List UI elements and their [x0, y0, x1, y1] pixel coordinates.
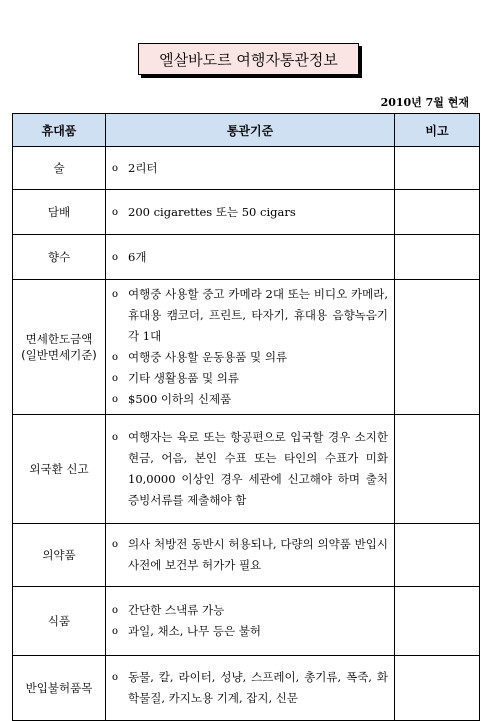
table-row	[13, 147, 480, 190]
table-row	[13, 280, 480, 415]
bullet-mark: o	[112, 162, 119, 174]
remark-cell	[395, 656, 480, 721]
table-row	[13, 587, 480, 656]
standard-text: 6개	[128, 249, 147, 264]
standard-text: 여행자는 육로 또는 항공편으로 입국할 경우 소지한 현금, 어음, 본인 수표 또는 타인의 수표가 미화 10,0000 이상인 경우 세관에 신고해야 하며 출처 증빙서류를 제출해야 함	[128, 430, 388, 507]
standard-line	[112, 667, 388, 709]
standard-line	[112, 368, 388, 389]
bullet-mark: o	[112, 394, 119, 405]
page-title: 엘살바도르 여행자통관정보	[138, 43, 359, 75]
bullet-mark: o	[112, 289, 119, 300]
standard-text: 과일, 채소, 나무 등은 불허	[128, 624, 262, 638]
bullet-mark: o	[112, 352, 119, 363]
standard-cell	[106, 656, 395, 721]
remark-cell	[395, 524, 480, 587]
standard-line	[112, 389, 388, 410]
bullet-mark: o	[112, 626, 119, 637]
table-row	[13, 524, 480, 587]
item-cell: 의약품	[13, 524, 106, 587]
standard-line	[112, 202, 388, 223]
item-cell: 외국환 신고	[13, 415, 106, 524]
standard-cell	[106, 280, 395, 415]
item-cell: 식품	[13, 587, 106, 656]
table-row	[13, 190, 480, 235]
standard-text: 동물, 칼, 라이터, 성냥, 스프레이, 총기류, 폭죽, 화학물질, 카지노용 기계, 잡지, 신문	[128, 670, 388, 705]
bullet-mark: o	[112, 539, 119, 550]
bullet-mark: o	[112, 373, 119, 384]
header-remark: 비고	[395, 114, 480, 147]
table-body	[13, 147, 480, 721]
table-header-row	[13, 114, 480, 147]
item-cell: 향수	[13, 235, 106, 280]
standard-text: 여행중 사용할 운동용품 및 의류	[128, 350, 288, 364]
bullet-mark: o	[112, 251, 119, 263]
customs-table	[12, 113, 480, 721]
standard-line	[112, 347, 388, 368]
standard-line	[112, 284, 388, 347]
remark-cell	[395, 280, 480, 415]
remark-cell	[395, 147, 480, 190]
header-item: 휴대품	[13, 114, 106, 147]
standard-cell	[106, 524, 395, 587]
header-standard: 통관기준	[106, 114, 395, 147]
standard-text: 200 cigarettes 또는 50 cigars	[128, 204, 296, 219]
standard-text: 간단한 스낵류 가능	[128, 603, 225, 617]
item-cell: 반입불허품목	[13, 656, 106, 721]
table-row	[13, 656, 480, 721]
item-cell: 면세한도금액 (일반면세기준)	[13, 280, 106, 415]
standard-text: 의사 처방전 동반시 허용되나, 다량의 의약품 반입시 사전에 보건부 허가가 필요	[128, 537, 388, 572]
remark-cell	[395, 587, 480, 656]
item-cell: 술	[13, 147, 106, 190]
standard-cell	[106, 190, 395, 235]
date-note: 2010년 7월 현재	[380, 96, 469, 109]
table-row	[13, 415, 480, 524]
table-row	[13, 235, 480, 280]
remark-cell	[395, 235, 480, 280]
bullet-mark: o	[112, 672, 119, 683]
standard-cell	[106, 415, 395, 524]
remark-cell	[395, 415, 480, 524]
bullet-mark: o	[112, 432, 119, 443]
standard-text: $500 이하의 신제품	[128, 392, 232, 406]
standard-line	[112, 247, 388, 268]
standard-cell	[106, 235, 395, 280]
item-cell: 담배	[13, 190, 106, 235]
standard-line	[112, 621, 388, 642]
standard-text: 여행중 사용할 중고 카메라 2대 또는 비디오 카메라, 휴대용 캠코더, 프린트, 타자기, 휴대용 음향녹음기 각 1대	[128, 287, 388, 343]
standard-line	[112, 600, 388, 621]
remark-cell	[395, 190, 480, 235]
bullet-mark: o	[112, 605, 119, 616]
standard-text: 기타 생활용품 및 의류	[128, 371, 239, 385]
standard-line	[112, 427, 388, 511]
standard-cell	[106, 587, 395, 656]
standard-line	[112, 158, 388, 179]
standard-line	[112, 534, 388, 576]
bullet-mark: o	[112, 206, 119, 218]
standard-text: 2리터	[128, 160, 158, 175]
standard-cell	[106, 147, 395, 190]
